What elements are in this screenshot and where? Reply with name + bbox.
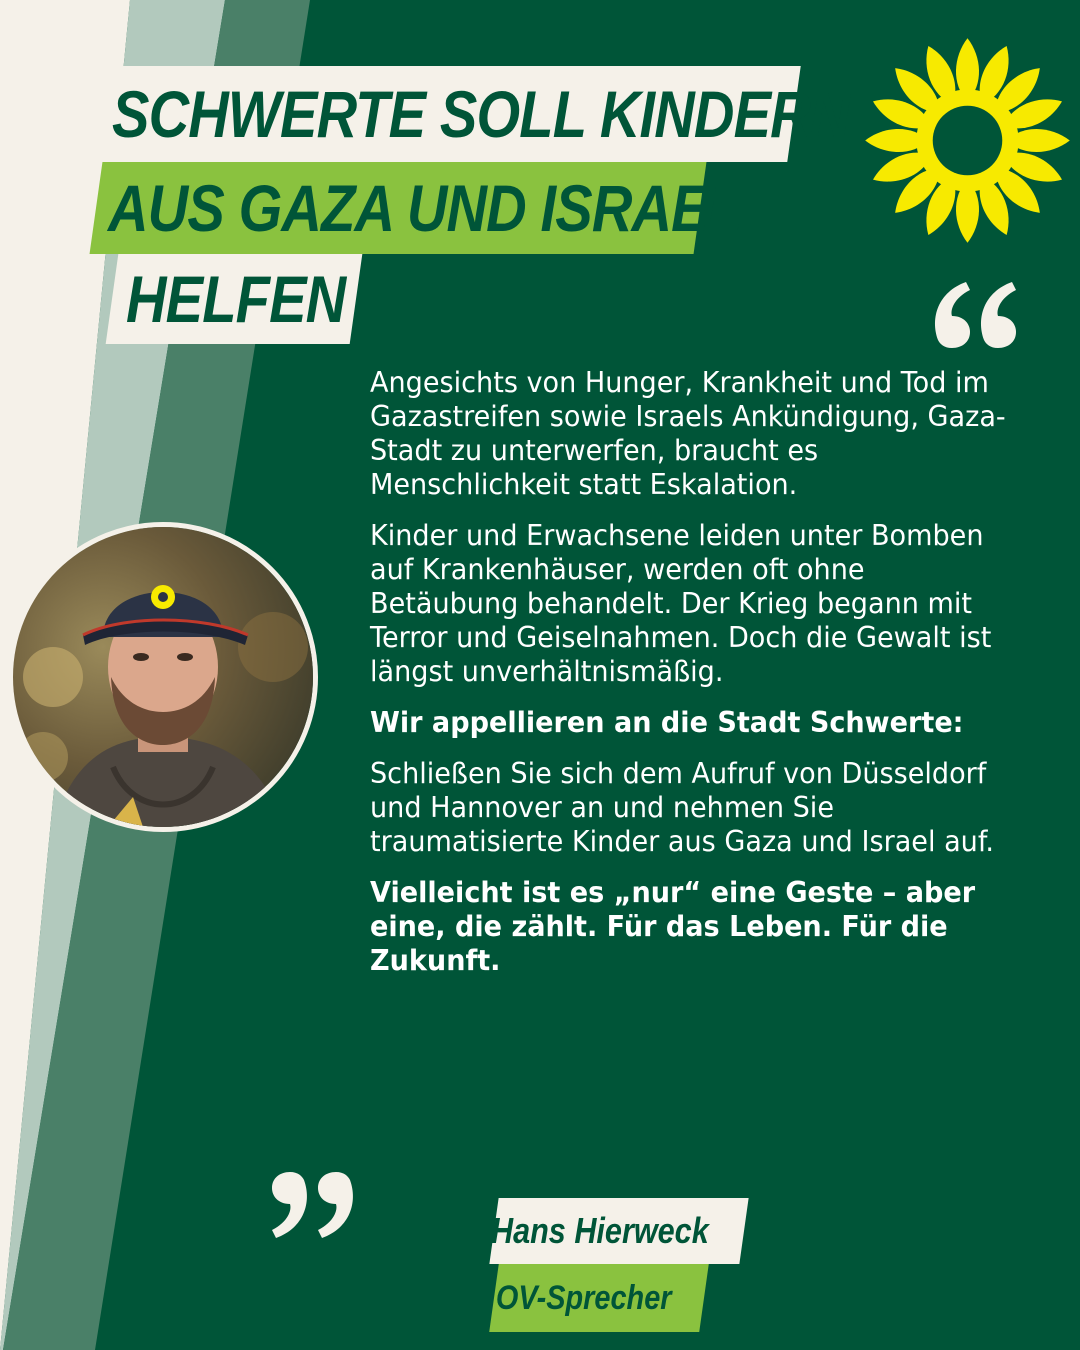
close-quote-icon: [268, 1172, 358, 1242]
portrait-image: [13, 527, 313, 827]
quote-paragraph-5: Vielleicht ist es „nur“ eine Geste – aber eine, die zählt. Für das Leben. Für die Zukunft.: [370, 876, 976, 977]
speaker-role-banner: [489, 1264, 709, 1332]
headline-line-1-text: SCHWERTE SOLL KINDERN: [112, 77, 850, 151]
quote-paragraph-1: Angesichts von Hunger, Krankheit und Tod im Gazastreifen sowie Israels Ankündigung, Gaza-Stadt zu unterwerfen, braucht es Menschlichkeit statt Eskalation.: [370, 366, 1006, 501]
quote-paragraph-3: Wir appellieren an die Stadt Schwerte:: [370, 706, 964, 739]
headline-line-2: [90, 162, 742, 254]
speaker-portrait: [8, 522, 318, 832]
speaker-name-banner: [489, 1198, 748, 1264]
headline-line-1: [91, 66, 850, 162]
sunflower-logo-icon: [855, 28, 1080, 253]
speaker-role: OV-Sprecher: [495, 1278, 672, 1317]
headline-line-3: [106, 254, 363, 344]
speaker-name: Hans Hierweck: [490, 1210, 709, 1251]
quote-paragraph-4: Schließen Sie sich dem Aufruf von Düsseldorf und Hannover an und nehmen Sie traumatisierte Kinder aus Gaza und Israel auf.: [370, 757, 995, 858]
open-quote-icon: [930, 278, 1020, 348]
quote-body: [370, 366, 1010, 995]
quote-paragraph-2: Kinder und Erwachsene leiden unter Bomben auf Krankenhäuser, werden oft ohne Betäubung behandelt. Der Krieg begann mit Terror und Geiselnahmen. Doch die Gewalt ist längst unverhältnismäßig.: [370, 519, 992, 688]
headline-line-3-text: HELFEN: [126, 262, 346, 336]
headline-line-2-text: AUS GAZA UND ISRAEL: [108, 171, 742, 245]
